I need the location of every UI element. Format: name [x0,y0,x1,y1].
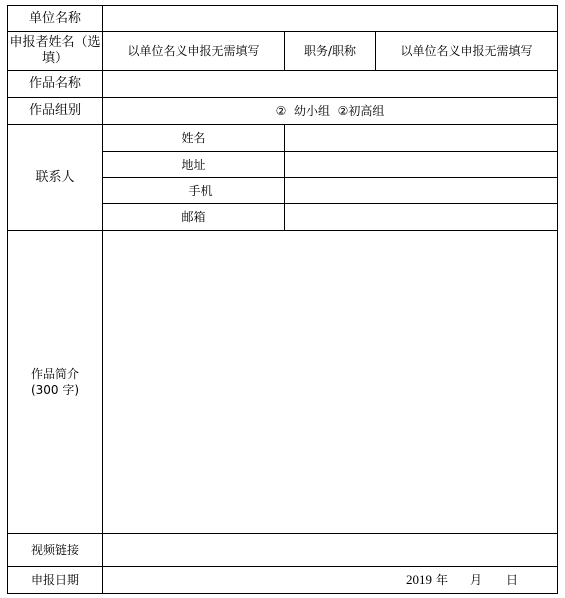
work-name-label: 作品名称 [28,76,81,91]
date-label: 申报日期 [30,573,79,587]
contact-phone-label: 手机 [188,183,213,198]
contact-email-field[interactable] [285,204,557,230]
date-year: 2019 [406,572,432,587]
applicant-name-field[interactable]: 以单位名义申报无需填写 [127,44,260,58]
unit-name-label: 单位名称 [28,10,81,26]
date-month-unit: 月 [470,573,483,587]
contact-address-label: 地址 [181,157,206,172]
date-day-unit: 日 [506,573,519,587]
summary-field[interactable] [103,231,557,533]
title-field[interactable]: 以单位名义申报无需填写 [400,44,533,58]
summary-label [8,231,102,533]
table-border [7,593,558,594]
applicant-name-label [8,32,102,70]
table-border [557,5,558,594]
unit-name-field[interactable] [103,6,557,31]
contact-address-field[interactable] [285,152,557,177]
video-link-field[interactable] [103,534,557,566]
contact-name-label: 姓名 [181,131,206,145]
applicant-name-label-line2: 填） [41,51,68,66]
work-name-field[interactable] [103,71,557,97]
video-link-label: 视频链接 [30,543,79,557]
contact-email-label: 邮箱 [181,210,206,224]
category-label: 作品组别 [28,103,81,118]
applicant-name-label-line1: 申报者姓名（选 [9,35,101,50]
date-field[interactable] [103,567,557,593]
category-options[interactable]: ② 幼小组 ②初高组 [275,104,385,118]
summary-label-line1: 作品简介 [30,367,79,381]
contact-name-field[interactable] [285,125,557,151]
contact-label: 联系人 [35,169,75,185]
title-label: 职务/职称 [303,44,357,58]
contact-phone-field[interactable] [285,178,557,203]
date-year-unit: 年 [436,573,449,587]
summary-label-line2: (300 字) [30,383,80,397]
